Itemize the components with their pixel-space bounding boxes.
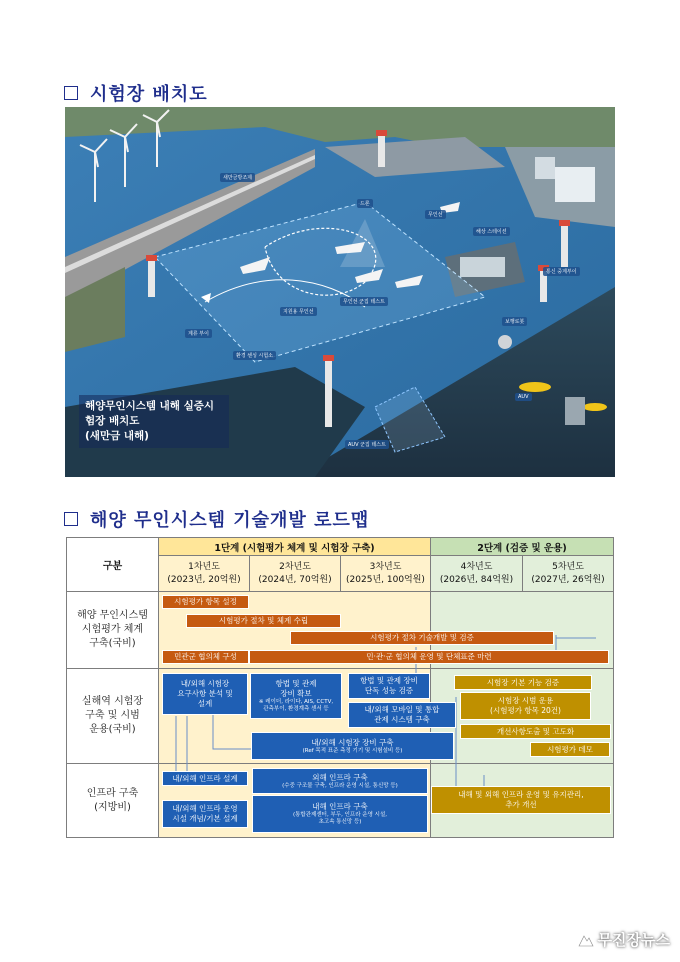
header-year-2 bbox=[249, 555, 341, 592]
building-2 bbox=[535, 157, 555, 179]
bar-equipment bbox=[250, 673, 342, 719]
row-label-evaluation: 해양 무인시스템 시험평가 체계 구축(국비) bbox=[66, 591, 159, 669]
label-usv: 무인선 bbox=[425, 210, 446, 219]
year-name: 1차년도 bbox=[188, 561, 220, 572]
checkbox-square-icon bbox=[64, 512, 78, 526]
label-auv-swarm: AUV 군집 테스트 bbox=[345, 440, 389, 449]
bar-outer-infra-note: (수중 구조물 구축, 인프라 운영 시설, 통신망 등) bbox=[282, 782, 398, 789]
label-auv: AUV bbox=[515, 393, 532, 401]
bar-council-formation: 민관군 협의체 구성 bbox=[162, 650, 249, 664]
header-gubun bbox=[66, 537, 159, 592]
checkbox-square-icon bbox=[64, 86, 78, 100]
bar-infra-concept: 내/외해 인프라 운영 시설 개념/기본 설계 bbox=[162, 800, 248, 828]
label-support-usv: 지원용 무인선 bbox=[280, 307, 317, 316]
bar-council-operation: 민·관·군 협의체 운영 및 단체표준 마련 bbox=[249, 650, 609, 664]
label-buoy: 계류 부이 bbox=[185, 329, 212, 338]
bar-evaluation-tech: 시험평가 절차 기술개발 및 검증 bbox=[290, 631, 554, 645]
section-title-text: 시험장 배치도 bbox=[90, 84, 208, 105]
row-label-infra: 인프라 구축 (지방비) bbox=[66, 763, 159, 838]
section-title-layout bbox=[64, 80, 208, 106]
year-detail: (2025년, 100억원) bbox=[346, 574, 425, 585]
watermark bbox=[578, 929, 670, 950]
figure-caption bbox=[79, 395, 229, 448]
bar-inner-infra-note: (통합관제센터, 부두, 인프라 운영 시설, 초고속 통신망 등) bbox=[292, 812, 388, 825]
bar-pilot-operation: 시험장 시범 운용 (시험평가 항목 20건) bbox=[460, 692, 591, 720]
bar-equipment-title: 항법 및 관제 장비 확보 bbox=[275, 679, 317, 698]
label-control-station: 해상 스테이션 bbox=[473, 227, 510, 236]
bar-inner-infra-title: 내해 인프라 구축 bbox=[312, 802, 368, 811]
header-phase2 bbox=[430, 537, 614, 556]
gubun-text: 구분 bbox=[102, 561, 123, 572]
watermark-logo-icon bbox=[578, 932, 594, 948]
bar-equipment-verify: 항법 및 관제 장비 단독 성능 검증 bbox=[348, 673, 430, 699]
caption-line-1: 해양무인시스템 내해 실증시험장 배치도 bbox=[85, 400, 215, 427]
year-detail: (2026년, 84억원) bbox=[439, 574, 514, 585]
label-swarm-test: 무인선 군집 테스트 bbox=[340, 297, 388, 306]
label-sensor: 환경 센싱 시험소 bbox=[233, 351, 276, 360]
bar-control-system: 내/외해 모바일 및 통합 관제 시스템 구축 bbox=[348, 702, 456, 728]
building bbox=[555, 167, 595, 202]
platform-building bbox=[460, 257, 505, 277]
label-comm-buoy: 통신 중계부이 bbox=[543, 267, 580, 276]
bar-improvement: 개선사항도출 및 고도화 bbox=[460, 724, 611, 739]
header-phase1 bbox=[158, 537, 431, 556]
section-title-text: 해양 무인시스템 기술개발 로드맵 bbox=[90, 510, 370, 531]
bar-basic-verify: 시험장 기본 기능 검증 bbox=[454, 675, 592, 690]
label-underwater-robot: 보행로봇 bbox=[502, 317, 527, 326]
bar-infra-design: 내/외해 인프라 설계 bbox=[162, 771, 248, 786]
phase1-text: 1단계 (시험평가 체계 및 시험장 구축) bbox=[214, 542, 375, 554]
test-site-layout-illustration bbox=[65, 107, 615, 477]
row-label-testsite: 실해역 시험장 구축 및 시범 운용(국비) bbox=[66, 668, 159, 764]
year-name: 4차년도 bbox=[460, 561, 493, 572]
roadmap-table bbox=[66, 537, 614, 838]
row-separator bbox=[158, 763, 614, 764]
label-seawall: 새만금방조제 bbox=[220, 173, 255, 182]
header-year-3 bbox=[340, 555, 431, 592]
header-year-1 bbox=[158, 555, 250, 592]
watermark-text: 무진장뉴스 bbox=[597, 931, 670, 949]
year-name: 3차년도 bbox=[369, 561, 402, 572]
bar-outer-infra-title: 외해 인프라 구축 bbox=[312, 772, 368, 782]
header-year-4 bbox=[430, 555, 523, 592]
bar-evaluation-items: 시험평가 항목 설정 bbox=[162, 595, 249, 609]
bar-inner-infra bbox=[252, 795, 428, 833]
bar-site-equipment-title: 내/외해 시험장 장비 구축 bbox=[311, 737, 394, 747]
phase2-text: 2단계 (검증 및 운용) bbox=[477, 542, 567, 554]
bar-outer-infra bbox=[252, 768, 428, 794]
section-title-roadmap bbox=[64, 506, 369, 532]
year-name: 2차년도 bbox=[279, 561, 311, 572]
year-detail: (2024년, 70억원) bbox=[258, 574, 332, 585]
header-year-5 bbox=[522, 555, 614, 592]
bar-site-equipment bbox=[251, 732, 454, 760]
caption-line-2: (새만금 내해) bbox=[85, 430, 149, 442]
bar-demo: 시험평가 데모 bbox=[530, 742, 610, 757]
bar-equipment-note: ※ 레이더, 라이다, AIS, CCTV, 관측부이, 환경계측 센서 등 bbox=[258, 699, 334, 712]
year-detail: (2027년, 26억원) bbox=[531, 574, 605, 585]
year-detail: (2023년, 20억원) bbox=[167, 574, 241, 585]
bar-site-design: 내/외해 시험장 요구사항 분석 및 설계 bbox=[162, 673, 248, 715]
label-drone: 드론 bbox=[357, 199, 373, 208]
bar-evaluation-process: 시험평가 절차 및 체계 수립 bbox=[186, 614, 341, 628]
bar-infra-operation: 내해 및 외해 인프라 운영 및 유지관리, 추가 개선 bbox=[431, 786, 611, 814]
row-separator bbox=[158, 668, 614, 669]
year-name: 5차년도 bbox=[552, 561, 584, 572]
bar-site-equipment-note: (Ref 목적 표준 측정 기기 및 시험설비 등) bbox=[302, 747, 403, 754]
